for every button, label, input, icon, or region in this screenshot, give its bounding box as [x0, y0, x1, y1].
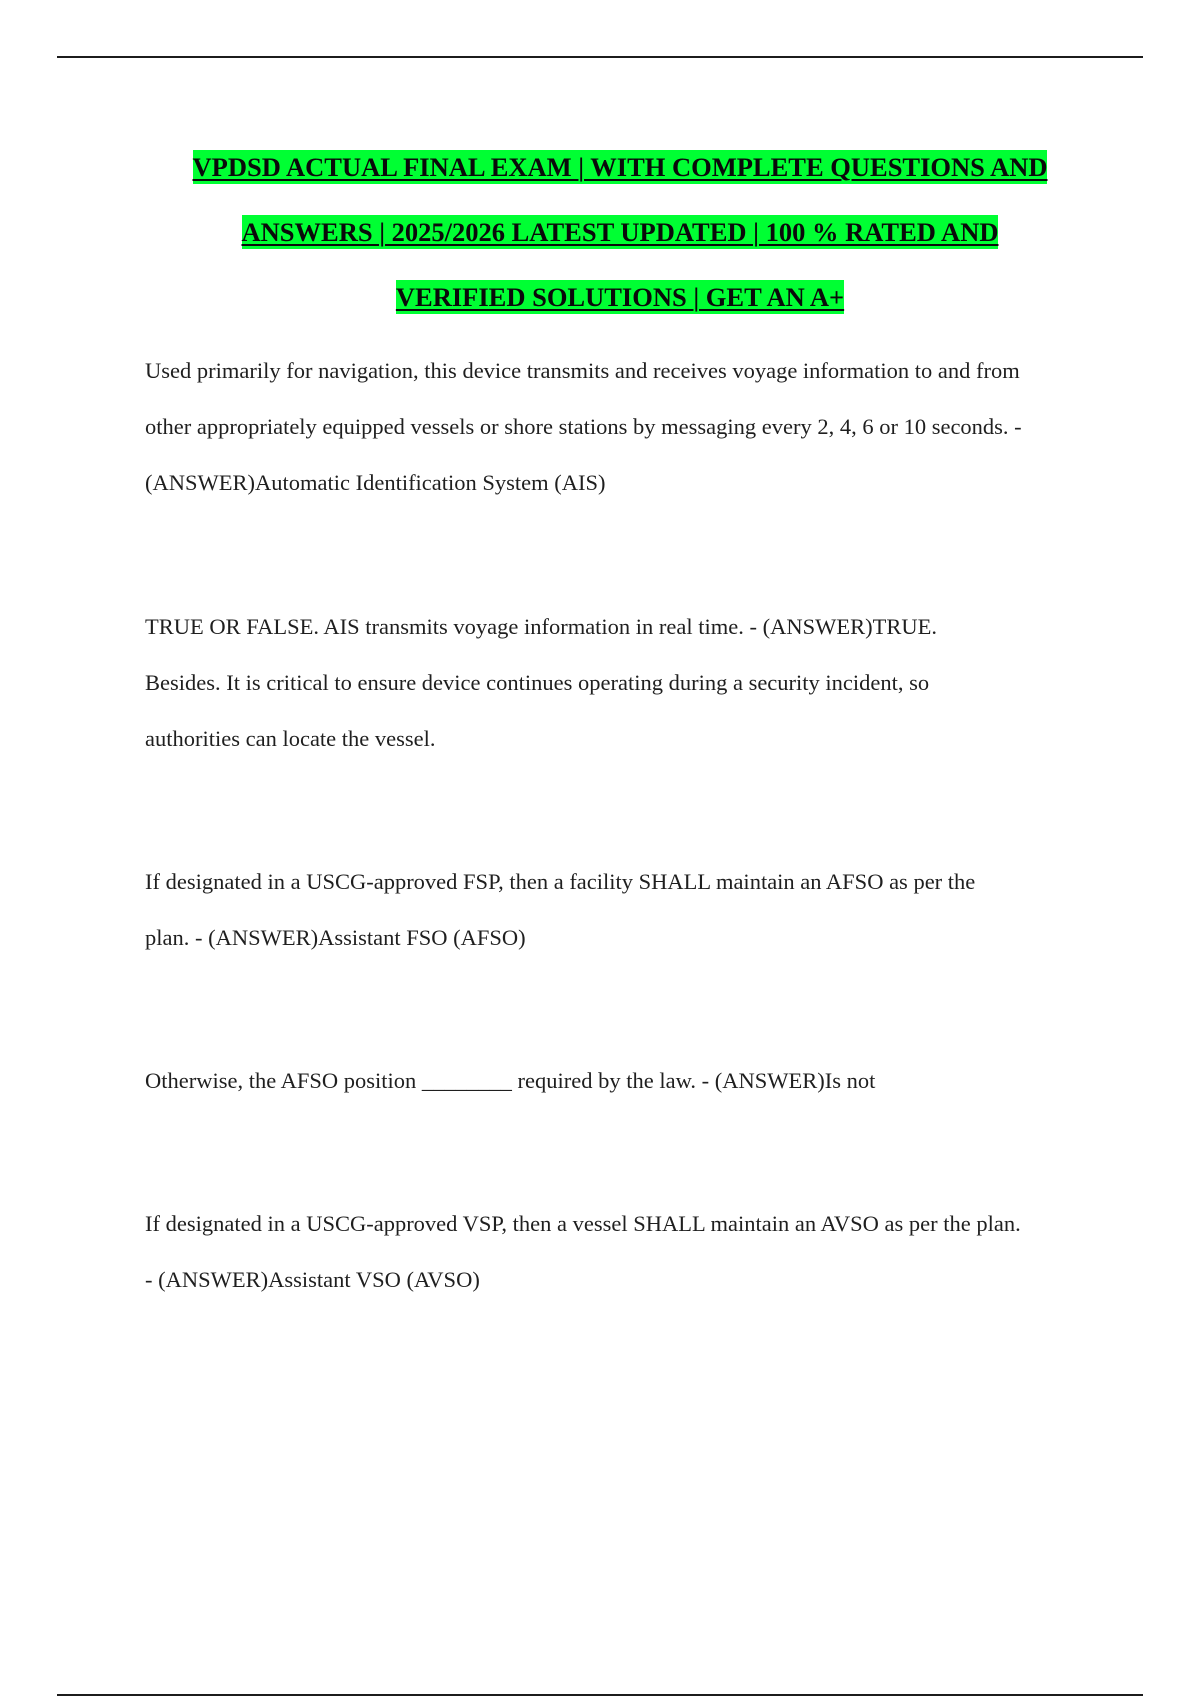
qa-text-line: (ANSWER)Automatic Identification System (AIS) — [145, 470, 606, 495]
qa-text-line: authorities can locate the vessel. — [145, 726, 436, 751]
qa-text-line: - (ANSWER)Assistant VSO (AVSO) — [145, 1267, 480, 1292]
qa-text-line: If designated in a USCG-approved FSP, then a facility SHALL maintain an AFSO as per the — [145, 869, 976, 894]
qa-text-line: Otherwise, the AFSO position ________ required by the law. - (ANSWER)Is not — [145, 1068, 876, 1093]
qa-item — [145, 854, 1105, 966]
qa-item — [145, 599, 1105, 767]
qa-item — [145, 1196, 1105, 1308]
qa-text-line: other appropriately equipped vessels or shore stations by messaging every 2, 4, 6 or 10 seconds. - — [145, 414, 1022, 439]
title-line — [140, 265, 1100, 330]
qa-text-line: plan. - (ANSWER)Assistant FSO (AFSO) — [145, 925, 526, 950]
title-line — [140, 200, 1100, 265]
title-line-text: VERIFIED SOLUTIONS | GET AN A+ — [395, 282, 845, 312]
document-title — [140, 135, 1100, 330]
qa-text-line: Besides. It is critical to ensure device continues operating during a security incident, so — [145, 670, 930, 695]
header-rule — [57, 56, 1143, 58]
title-line — [140, 135, 1100, 200]
qa-text-line: TRUE OR FALSE. AIS transmits voyage information in real time. - (ANSWER)TRUE. — [145, 614, 937, 639]
qa-text-line: Used primarily for navigation, this device transmits and receives voyage information to and from — [145, 358, 1020, 383]
qa-text-line: If designated in a USCG-approved VSP, then a vessel SHALL maintain an AVSO as per the plan. — [145, 1211, 1021, 1236]
qa-item — [145, 343, 1105, 511]
title-line-text: VPDSD ACTUAL FINAL EXAM | WITH COMPLETE QUESTIONS AND — [192, 152, 1048, 182]
footer-rule — [57, 1694, 1143, 1696]
qa-item — [145, 1053, 1105, 1109]
title-line-text: ANSWERS | 2025/2026 LATEST UPDATED | 100 % RATED AND — [241, 217, 999, 247]
